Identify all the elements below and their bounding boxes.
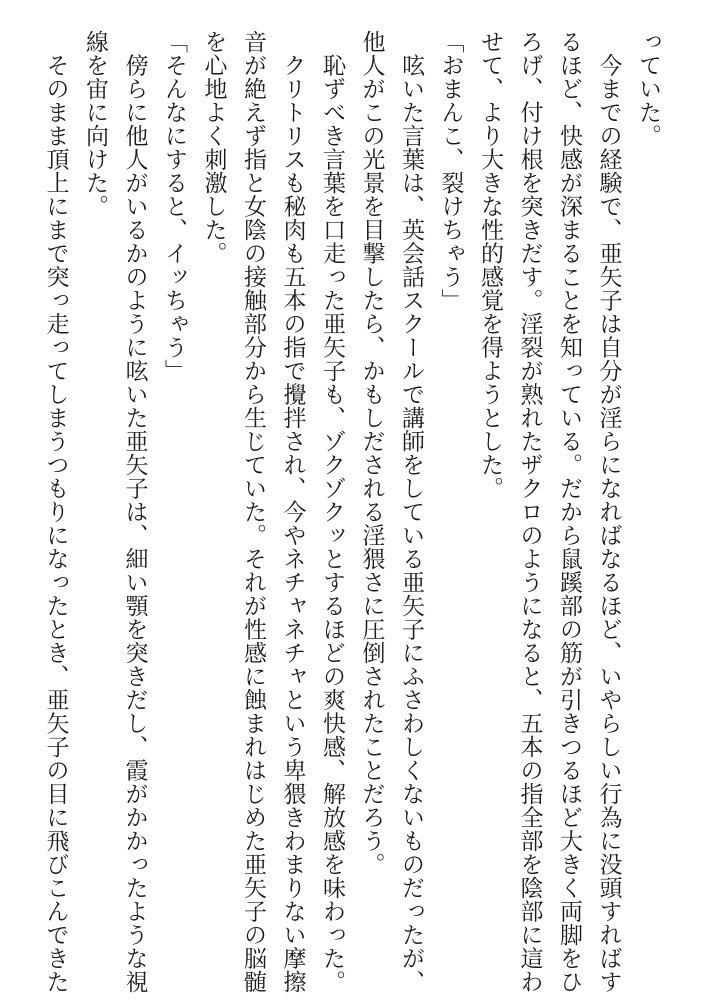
text-line: 音が絶えず指と女陰の接触部分から生じていた。それが性感に蝕まれはじめた亜矢子の脳髄 — [240, 30, 266, 994]
text-line: 傍らに他人がいるかのように呟いた亜矢子は、細い顎を突きだし、霞がかかったような視 — [121, 30, 148, 994]
text-line: ろげ、付け根を突きだす。淫裂が熟れたザクロのようになると、五本の指全部を陰部に這わ — [516, 30, 543, 994]
vertical-text-body — [35, 30, 667, 994]
text-line: るほど、快感が深まることを知っている。だから鼠蹊部の筋が引きつるほど大きく両脚をひ — [556, 30, 582, 994]
text-line: 線を宙に向けた。 — [82, 30, 108, 218]
text-line: 他人がこの光景を目撃したら、かもしだされる淫猥さに圧倒されたことだろう。 — [358, 30, 385, 876]
text-line: せて、より大きな性的感覚を得ようとした。 — [477, 30, 503, 500]
text-line: そのまま頂上にまで突っ走ってしまうつもりになったとき、亜矢子の目に飛びこんできた — [42, 30, 69, 994]
text-line: 恥ずべき言葉を口走った亜矢子も、ゾクゾクッとするほどの爽快感、解放感を味わった。 — [319, 30, 345, 994]
text-line: 「そんなにすると、イッちゃう」 — [161, 30, 187, 383]
text-line: 「おまんこ、裂けちゃう」 — [437, 30, 464, 312]
text-line: 呟いた言葉は、英会話スクールで講師をしている亜矢子にふさわしくないものだったが、 — [398, 30, 424, 994]
text-line: っていた。 — [635, 30, 661, 148]
text-line: を心地よく刺激した。 — [200, 30, 227, 265]
text-line: クリトリスも秘肉も五本の指で攪拌され、今やネチャネチャという卑猥きわまりない摩擦 — [279, 30, 306, 994]
text-line: 今までの経験で、亜矢子は自分が淫らになればなるほど、いやらしい行為に没頭すればす — [595, 30, 622, 994]
